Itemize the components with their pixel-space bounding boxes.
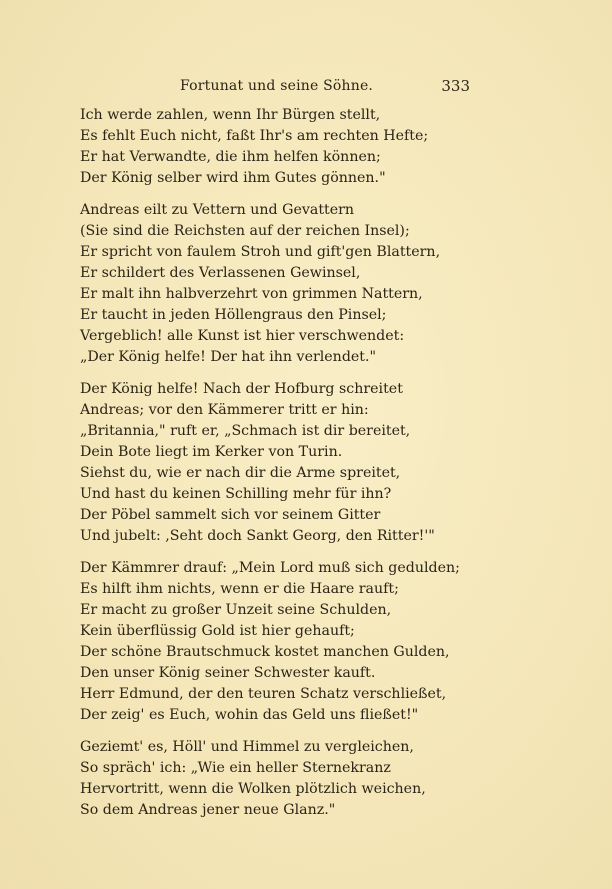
poem-line: Andreas eilt zu Vettern und Gevattern: [80, 202, 355, 218]
poem-line: Andreas; vor den Kämmerer tritt er hin:: [80, 402, 369, 418]
poem-line: Er schildert des Verlassenen Gewinsel,: [80, 265, 361, 281]
poem-line: Der Kämmrer drauf: „Mein Lord muß sich gedulden;: [80, 560, 460, 576]
poem-line: Er spricht von faulem Stroh und gift'gen Blattern,: [80, 244, 441, 260]
poem-line: Es hilft ihm nichts, wenn er die Haare rauft;: [80, 581, 399, 597]
poem-line: Siehst du, wie er nach dir die Arme spreitet,: [80, 465, 401, 481]
poem-line: Er taucht in jeden Höllengraus den Pinsel;: [80, 307, 387, 323]
poem-line: Hervortritt, wenn die Wolken plötzlich weichen,: [80, 781, 426, 797]
running-title: Fortunat und seine Söhne.: [180, 78, 374, 94]
stanza-1: [80, 105, 480, 189]
poem-text: [80, 105, 480, 832]
poem-line: Der Pöbel sammelt sich vor seinem Gitter: [80, 507, 381, 523]
stanza-5: [80, 737, 480, 821]
poem-line: „Der König helfe! Der hat ihn verlendet.": [80, 349, 377, 365]
poem-line: So dem Andreas jener neue Glanz.": [80, 802, 336, 818]
poem-line: Der zeig' es Euch, wohin das Geld uns fließet!": [80, 707, 419, 723]
poem-line: Und jubelt: ,Seht doch Sankt Georg, den Ritter!'": [80, 528, 435, 544]
poem-line: „Britannia," ruft er, „Schmach ist dir bereitet,: [80, 423, 411, 439]
poem-line: Und hast du keinen Schilling mehr für ihn?: [80, 486, 392, 502]
poem-line: So spräch' ich: „Wie ein heller Sternekranz: [80, 760, 391, 776]
poem-line: Kein überflüssig Gold ist hier gehauft;: [80, 623, 355, 639]
poem-line: Es fehlt Euch nicht, faßt Ihr's am rechten Hefte;: [80, 128, 429, 144]
running-head: [60, 76, 470, 96]
poem-line: Den unser König seiner Schwester kauft.: [80, 665, 376, 681]
poem-line: Der schöne Brautschmuck kostet manchen Gulden,: [80, 644, 450, 660]
poem-line: Vergeblich! alle Kunst ist hier verschwendet:: [80, 328, 405, 344]
stanza-3: [80, 379, 480, 547]
poem-line: Ich werde zahlen, wenn Ihr Bürgen stellt,: [80, 107, 381, 123]
poem-line: Herr Edmund, der den teuren Schatz verschließet,: [80, 686, 447, 702]
poem-line: (Sie sind die Reichsten auf der reichen Insel);: [80, 223, 410, 239]
stanza-4: [80, 558, 480, 726]
poem-line: Der König selber wird ihm Gutes gönnen.": [80, 170, 386, 186]
poem-line: Dein Bote liegt im Kerker von Turin.: [80, 444, 343, 460]
poem-line: Der König helfe! Nach der Hofburg schreitet: [80, 381, 403, 397]
poem-line: Er malt ihn halbverzehrt von grimmen Nattern,: [80, 286, 423, 302]
stanza-2: [80, 200, 480, 368]
page-number: 333: [441, 77, 470, 95]
poem-line: Er hat Verwandte, die ihm helfen können;: [80, 149, 381, 165]
poem-line: Er macht zu großer Unzeit seine Schulden,: [80, 602, 392, 618]
poem-line: Geziemt' es, Höll' und Himmel zu vergleichen,: [80, 739, 414, 755]
